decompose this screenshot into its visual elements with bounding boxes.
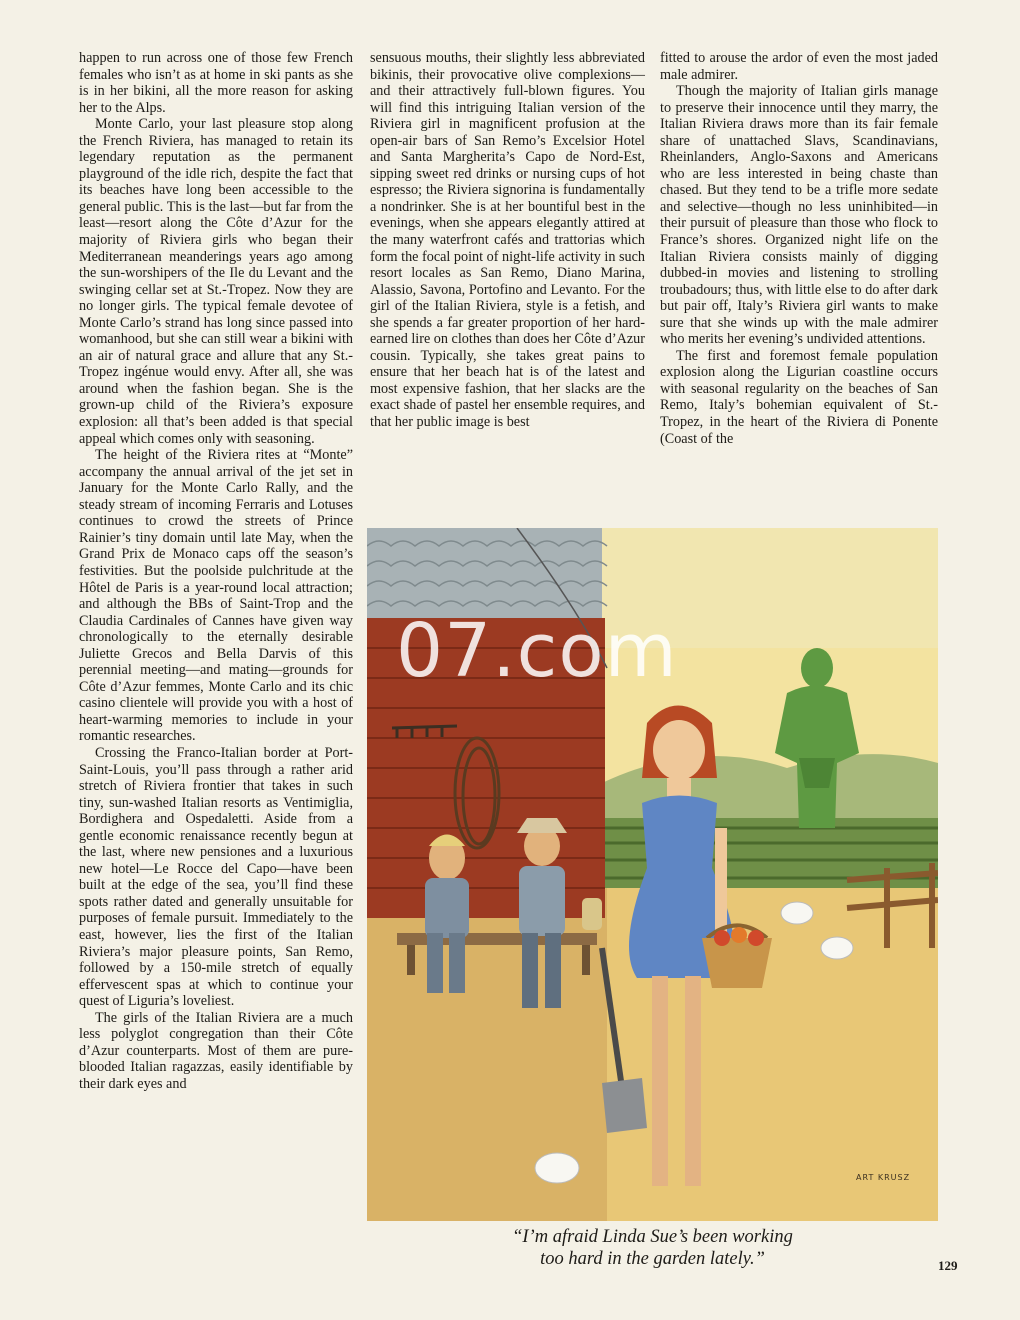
caption-line-2: too hard in the garden lately.” [540,1249,765,1269]
paragraph: Crossing the Franco-Italian border at Port-Saint-Louis, you’ll pass through a rather arid stretch of Riviera frontier that takes in such tiny, sun-washed Italian resorts as Ventimiglia, Bordighera and Ospedaletti. Aside from a gentle economic renaissance recently begun at the last, where new pensiones and a luxurious new hotel—Le Rocce del Capo—have been built at the edge of the sea, you’ll find these spots rather dated and generally unsuitable for purposes of female pursuit. Immediately to the east, however, lies the first of the Italian Riviera’s major pleasure points, San Remo, followed by a 150-mile stretch of equally effervescent spas at which to continue your quest of Liguria’s loveliest. [79,744,353,1010]
jug [582,898,602,930]
page-number: 129 [938,1258,958,1273]
text-column-2 [370,50,645,431]
paragraph: sensuous mouths, their slightly less abbreviated bikinis, their provocative olive complexions—and their attractively full-blown figures. You will find this intriguing Italian version of the Riviera girl in magnificent profusion at the open-air bars of San Remo’s Excelsior Hotel and Santa Margherita’s Capo de Nord-Est, sipping sweet red drinks or nursing cups of hot espresso; the Riviera signorina is fundamentally a nondrinker. She is at her bountiful best in the evenings, when she appears elegantly attired at the many waterfront cafés and trattorias which form the focal point of night-life activity in such resort locales as San Remo, Diano Marina, Alassio, Savona, Portofino and Levanto. For the girl of the Italian Riviera, style is a fetish, and she spends a far greater proportion of her hard-earned lire on clothes than does her Côte d’Azur cousin. Typically, she takes great pains to ensure that her beach hat is of the latest and most expensive fashion, that her slacks are the exact shade of pastel her ensemble requires, and that her public image is best [370,50,646,431]
paragraph: The height of the Riviera rites at “Monte” accompany the annual arrival of the jet set in January for the Monte Carlo Rally, and the steady stream of incoming Ferraris and Lotuses continues to crowd the streets of Prince Rainier’s tiny domain until late May, when the Grand Prix de Monaco caps off the season’s festivities. But the poolside pulchritude at the Hôtel de Paris is a year-round local attraction; and although the BBs of Saint-Trop and the Claudia Cardinales of Cannes have given way chronologically to the eternally desirable Juliette Grecos and Bella Darvis of this perennial meeting—and mating—grounds for Côte d’Azur femmes, Monte Carlo and its chic casino clientele will provide you with a host of heart-warming memories to include in your romantic researches. [79,447,353,745]
paragraph: happen to run across one of those few French females who isn’t as at home in ski pants as she is in her bikini, all the more reason for asking her to the Alps. [79,50,353,116]
basket [702,926,772,989]
paragraph: fitted to arouse the ardor of even the most jaded male admirer. [660,50,938,83]
paragraph: Monte Carlo, your last pleasure stop along the French Riviera, has managed to retain its legendary reputation as the permanent playground of the idle rich, despite the fact that its beaches have long been accessible to the general public. This is the last—but far from the least—resort along the Côte d’Azur for the majority of Riviera girls who began their Mediterranean meanderings years ago among the sun-worshipers of the Ile du Levant and the swinging cellar set at St.-Tropez. Now they are no longer girls. The typical female devotee of Monte Carlo’s strand has long since passed into womanhood, but she can still wear a bikini with an air of natural grace and allure that any St.-Tropez ingénue would envy. After all, she was around when the fashion began. She is the grown-up child of the Riviera’s exposure explosion: all that’s been added is that special appeal which comes only with seasoning. [79,116,353,447]
paragraph: The first and foremost female population explosion along the Ligurian coastline occurs with seasonal regularity on the beaches of San Remo, Italy’s bohemian equivalent of St.-Tropez, in the heart of the Riviera di Ponente (Coast of the [660,347,938,447]
text-column-3 [660,50,938,447]
paragraph: Though the majority of Italian girls manage to preserve their innocence until they marry, the Italian Riviera draws more than its fair female share of unattached Slavs, Scandinavians, Rheinlanders, Anglo-Saxons and Americans who are less interested in being chaste than chased. But they tend to be a trifle more sedate and selective—though no less uninhibited—in their pursuit of pleasure than those who flock to France’s shores. Organized night life on the Italian Riviera consists mainly of digging dubbed-in movies and listening to strolling troubadours; thus, with little else to do after dark but pair off, Italy’s Riviera girl wants to make sure that she winds up with the male admirer who merits her evening’s undivided attentions. [660,83,938,348]
paragraph: The girls of the Italian Riviera are a much less polyglot congregation than their Côte d’Azur counterparts. Most of them are pure-blooded Italian ragazzas, easily identifiable by their dark eyes and [79,1009,353,1092]
watermark: 07.com [396,608,678,694]
cartoon-caption [367,1226,938,1270]
caption-line-1: “I’m afraid Linda Sue’s been working [512,1227,793,1247]
artist-signature: ART KRUSZ [856,1173,911,1182]
text-column-1 [79,50,353,1092]
